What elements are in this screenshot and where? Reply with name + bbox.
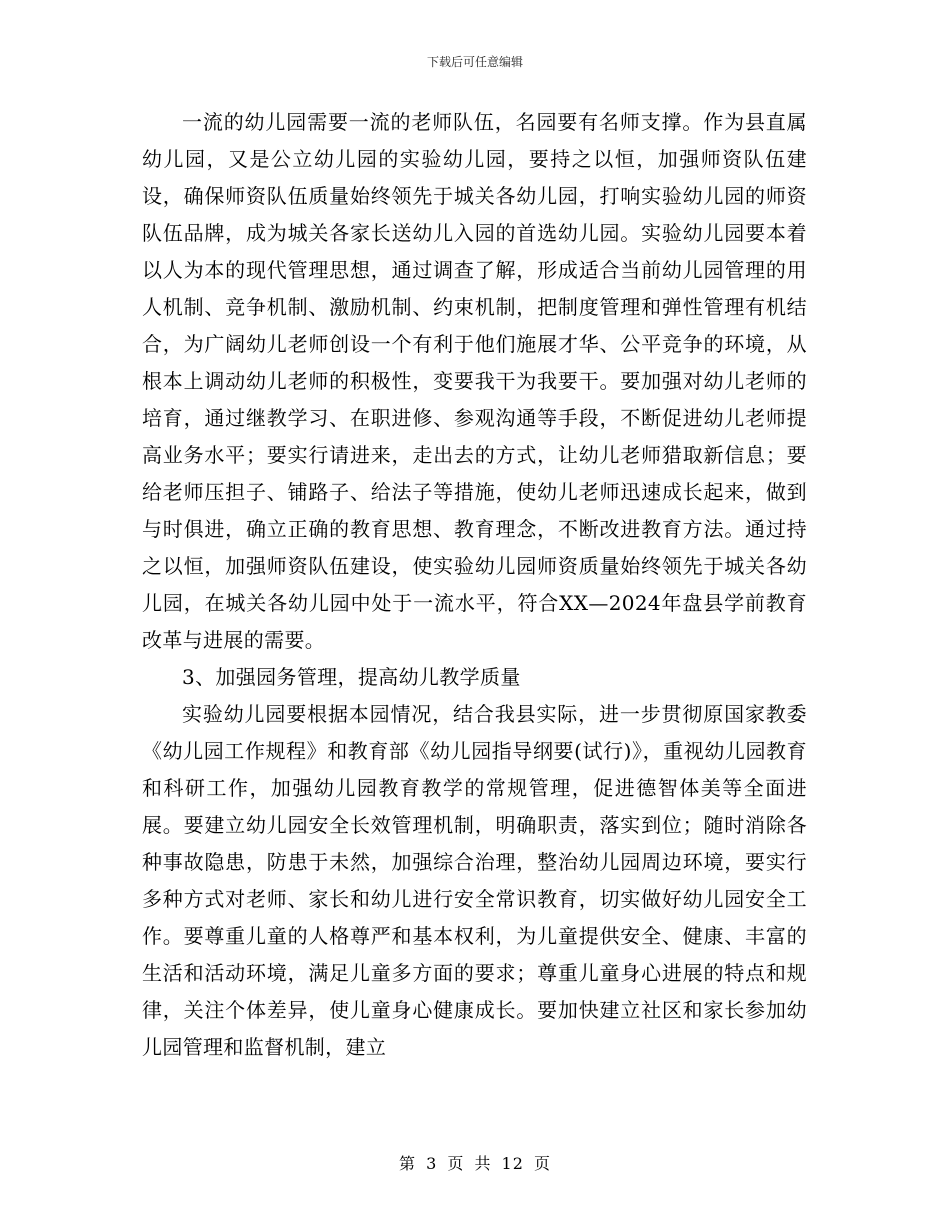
document-body	[142, 104, 807, 1066]
page-header: 下载后可任意编辑	[426, 55, 523, 69]
section-heading: 3、加强园务管理，提高幼儿教学质量	[182, 665, 521, 689]
paragraph-teacher-team: 一流的幼儿园需要一流的老师队伍，名园要有名师支撑。作为县直属幼儿园，又是公立幼儿园的实验幼儿园，要持之以恒，加强师资队伍建设，确保师资队伍质量始终领先于城关各幼儿园，打响实验幼儿园的师资队伍品牌，成为城关各家长送幼儿入园的首选幼儿园。实验幼儿园要本着以人为本的现代管理思想，通过调查了解，形成适合当前幼儿园管理的用人机制、竞争机制、激励机制、约束机制，把制度管理和弹性管理有机结合，为广阔幼儿老师创设一个有利于他们施展才华、公平竞争的环境，从根本上调动幼儿老师的积极性，变要我干为我要干。要加强对幼儿老师的培育，通过继教学习、在职进修、参观沟通等手段，不断促进幼儿老师提高业务水平；要实行请进来，走出去的方式，让幼儿老师猎取新信息；要给老师压担子、铺路子、给法子等措施，使幼儿老师迅速成长起来，做到与时俱进，确立正确的教育思想、教育理念，不断改进教育方法。通过持之以恒，加强师资队伍建设，使实验幼儿园师资质量始终领先于城关各幼儿园，在城关各幼儿园中处于一流水平，符合XX—2024年盘县学前教育改革与进展的需要。	[142, 110, 807, 652]
paragraph-management: 实验幼儿园要根据本园情况，结合我县实际，进一步贯彻原国家教委《幼儿园工作规程》和教育部《幼儿园指导纲要(试行)》，重视幼儿园教育和科研工作，加强幼儿园教育教学的常规管理，促进德智体美等全面进展。要建立幼儿园安全长效管理机制，明确职责，落实到位；随时消除各种事故隐患，防患于未然，加强综合治理，整治幼儿园周边环境，要实行多种方式对老师、家长和幼儿进行安全常识教育，切实做好幼儿园安全工作。要尊重儿童的人格尊严和基本权利，为儿童提供安全、健康、丰富的生活和活动环境，满足儿童多方面的要求；尊重儿童身心进展的特点和规律，关注个体差异，使儿童身心健康成长。要加快建立社区和家长参加幼儿园管理和监督机制，建立	[142, 702, 807, 1059]
page-number-footer: 第 3 页 共 12 页	[399, 1154, 551, 1173]
